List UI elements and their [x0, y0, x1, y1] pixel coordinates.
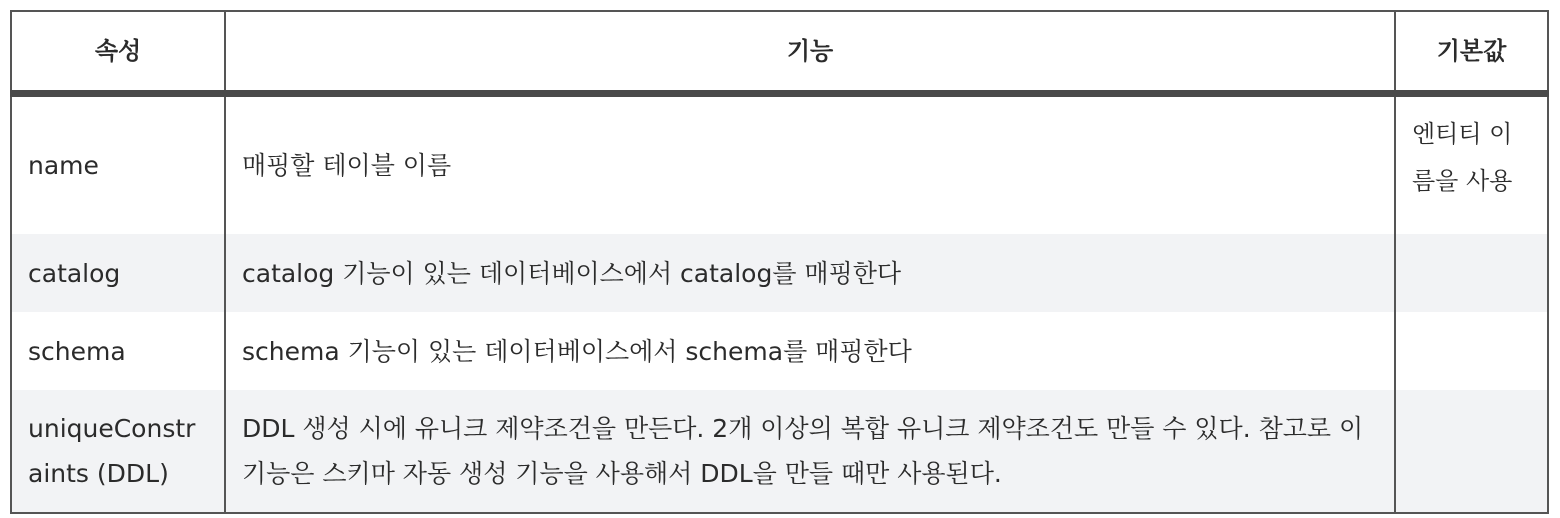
- default-cell: [1395, 390, 1548, 513]
- table-row: [11, 234, 1548, 312]
- default-cell: 엔티티 이름을 사용: [1395, 94, 1548, 235]
- attribute-cell: uniqueConstraints (DDL): [11, 390, 225, 513]
- default-cell: [1395, 234, 1548, 312]
- table-row: [11, 94, 1548, 235]
- attribute-cell: schema: [11, 312, 225, 390]
- table-annotation-attributes: [10, 10, 1549, 514]
- header-function: 기능: [225, 11, 1395, 94]
- header-default: 기본값: [1395, 11, 1548, 94]
- attribute-cell: catalog: [11, 234, 225, 312]
- function-cell: catalog 기능이 있는 데이터베이스에서 catalog를 매핑한다: [225, 234, 1395, 312]
- header-attribute: 속성: [11, 11, 225, 94]
- attribute-cell: name: [11, 94, 225, 235]
- function-cell: schema 기능이 있는 데이터베이스에서 schema를 매핑한다: [225, 312, 1395, 390]
- table-header-row: [11, 11, 1548, 94]
- table-row: [11, 390, 1548, 513]
- function-cell: DDL 생성 시에 유니크 제약조건을 만든다. 2개 이상의 복합 유니크 제약조건도 만들 수 있다. 참고로 이 기능은 스키마 자동 생성 기능을 사용해서 DDL을 만들 때만 사용된다.: [225, 390, 1395, 513]
- table-row: [11, 312, 1548, 390]
- function-cell: 매핑할 테이블 이름: [225, 94, 1395, 235]
- default-cell: [1395, 312, 1548, 390]
